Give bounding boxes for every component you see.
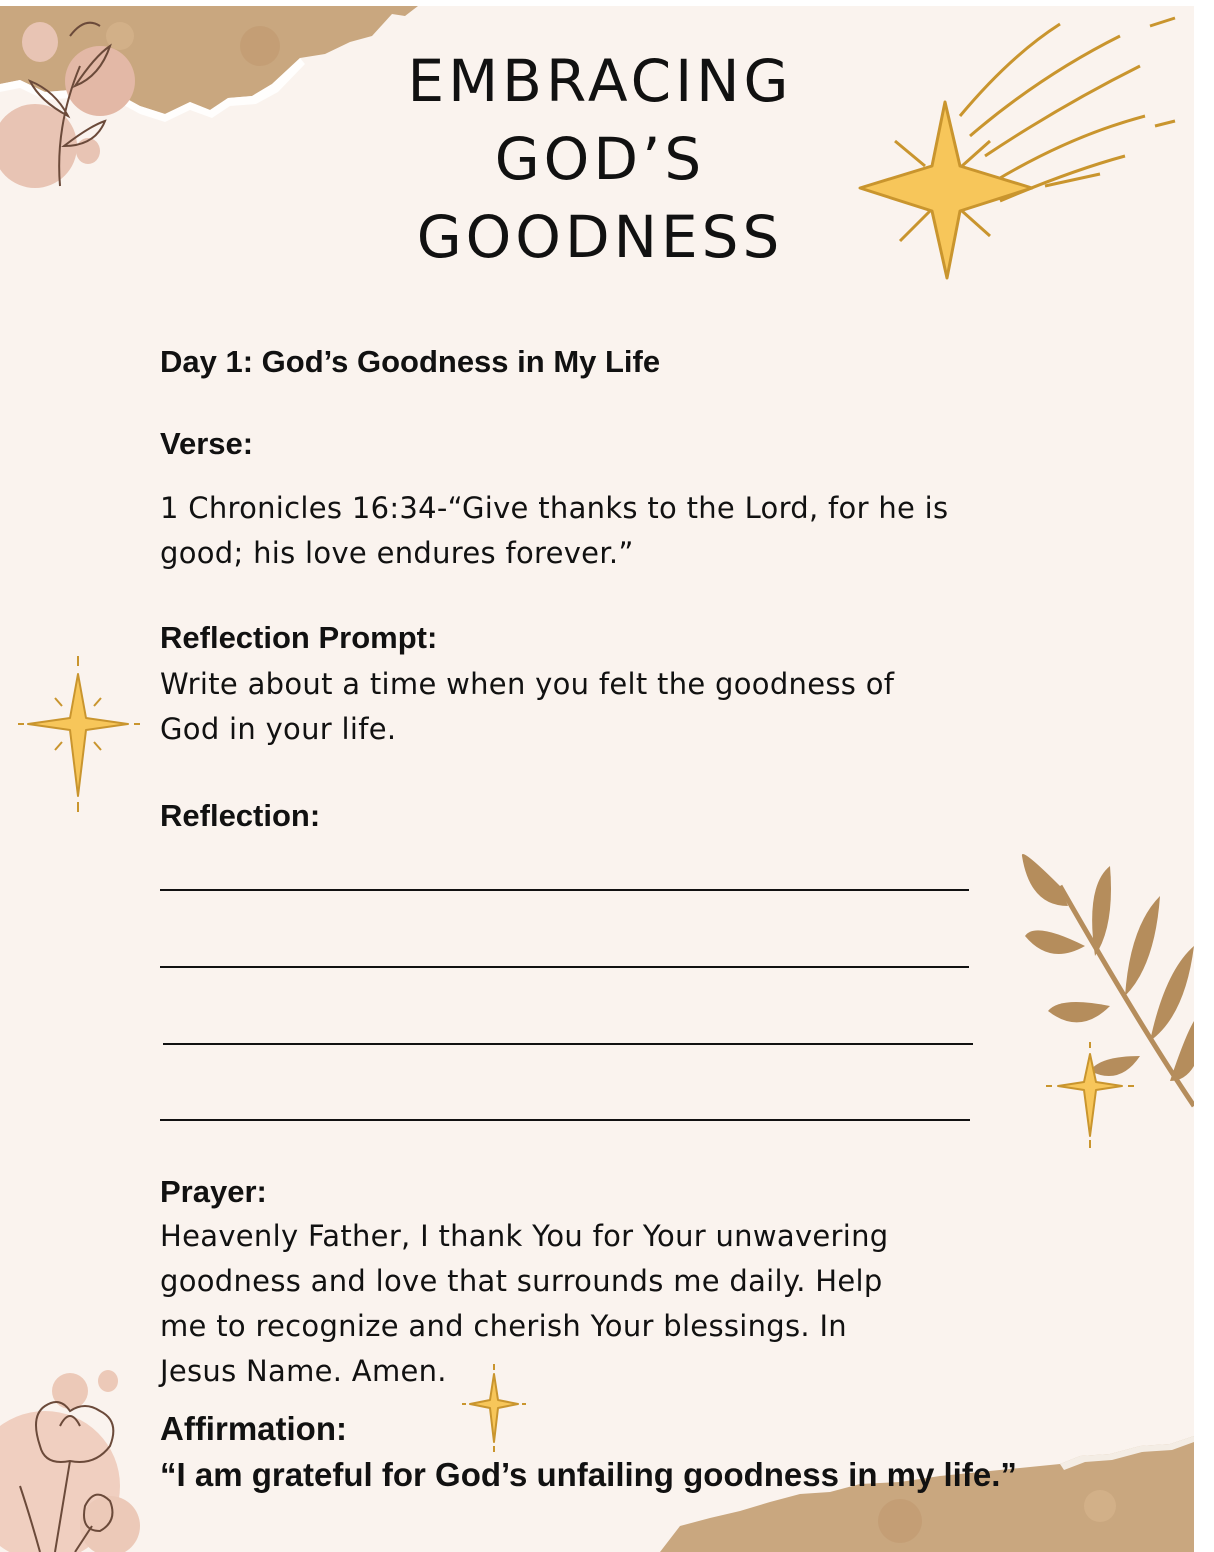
title-line-2: GOD’S: [494, 125, 706, 193]
verse-line-1: 1 Chronicles 16:34-“Give thanks to the Lord, for he is: [160, 491, 949, 525]
torn-paper-bottom-icon: [660, 1436, 1194, 1552]
sparkle-bottom-icon: [462, 1364, 526, 1452]
reflection-prompt-line-1: Write about a time when you felt the goodness of: [160, 667, 895, 701]
prayer-line-3: me to recognize and cherish Your blessings. In: [160, 1309, 847, 1343]
title-line-1: EMBRACING: [407, 47, 793, 115]
reflection-line-3[interactable]: [163, 1043, 973, 1045]
verse-label: Verse:: [160, 426, 254, 461]
affirmation-text: “I am grateful for God’s unfailing goodness in my life.”: [160, 1456, 1017, 1493]
reflection-line-1[interactable]: [160, 889, 969, 891]
prayer-line-2: goodness and love that surrounds me daily. Help: [160, 1264, 883, 1298]
flower-icon: [0, 1370, 140, 1552]
leaf-branch-icon: [1022, 854, 1194, 1106]
reflection-line-4[interactable]: [160, 1119, 970, 1121]
affirmation-label: Affirmation:: [160, 1410, 347, 1447]
prayer-line-4: Jesus Name. Amen.: [160, 1354, 447, 1388]
journal-page: [0, 6, 1194, 1552]
reflection-prompt-label: Reflection Prompt:: [160, 620, 438, 655]
title-line-3: GOODNESS: [416, 203, 784, 271]
reflection-label: Reflection:: [160, 798, 321, 833]
prayer-line-1: Heavenly Father, I thank You for Your unwavering: [160, 1219, 889, 1253]
reflection-line-2[interactable]: [160, 966, 969, 968]
verse-line-2: good; his love endures forever.”: [160, 536, 634, 570]
day-heading: Day 1: God’s Goodness in My Life: [160, 344, 661, 379]
prayer-label: Prayer:: [160, 1174, 267, 1209]
reflection-prompt-line-2: God in your life.: [160, 712, 397, 746]
shooting-star-icon: [860, 18, 1175, 278]
sparkle-left-icon: [18, 656, 140, 812]
